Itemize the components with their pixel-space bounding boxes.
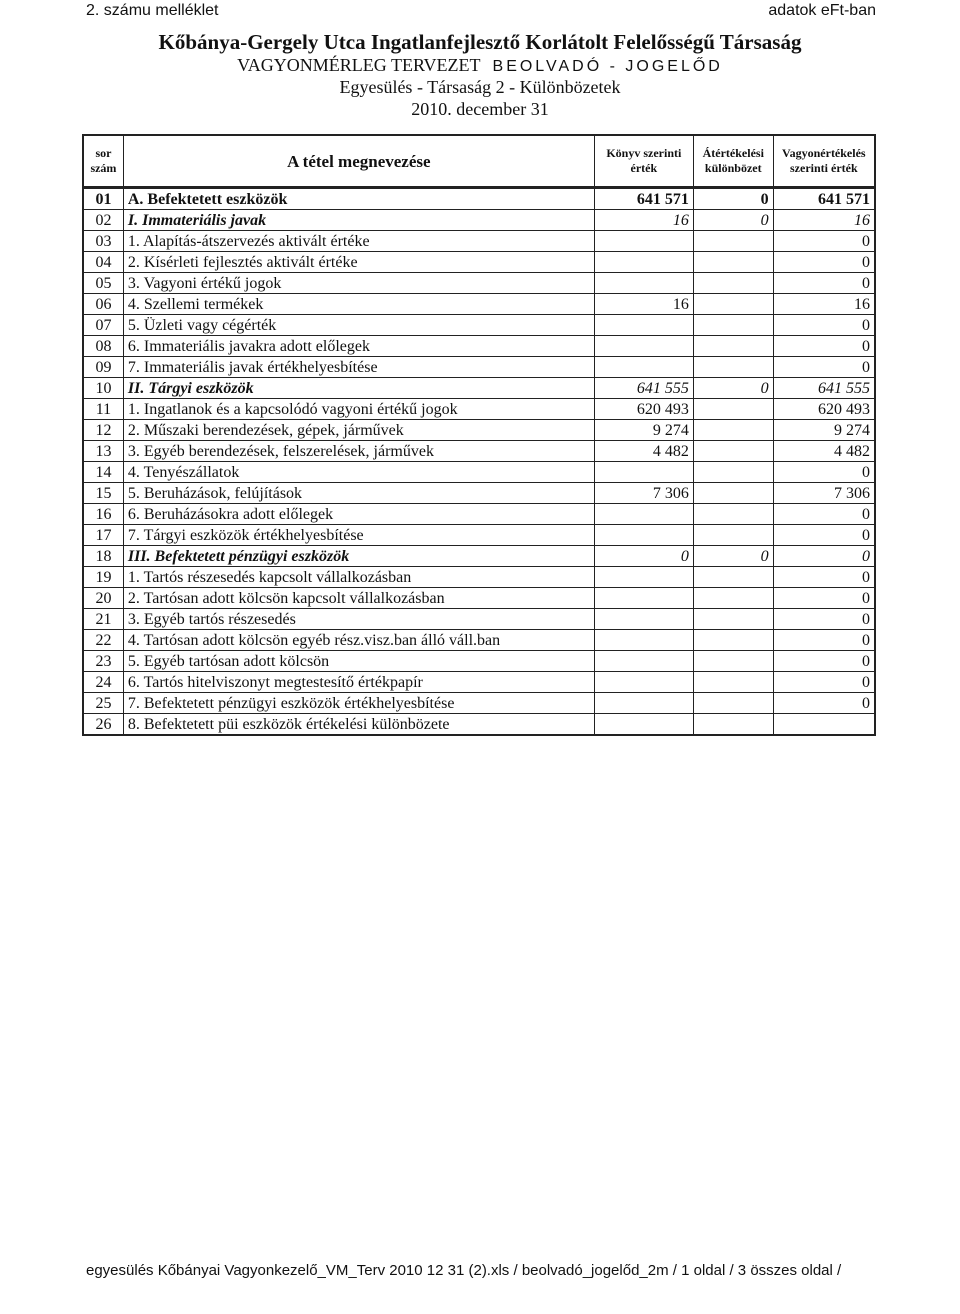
table-row xyxy=(83,630,875,651)
row-number: 01 xyxy=(83,188,123,210)
valuation-value: 0 xyxy=(773,273,875,294)
table-row xyxy=(83,273,875,294)
col-header-row-number: sor szám xyxy=(83,135,123,188)
table-row xyxy=(83,315,875,336)
item-label: 3. Egyéb tartós részesedés xyxy=(123,609,594,630)
valuation-value: 0 xyxy=(773,588,875,609)
document-title: VAGYONMÉRLEG TERVEZET xyxy=(237,55,481,75)
revaluation-value xyxy=(693,399,773,420)
row-number: 23 xyxy=(83,651,123,672)
valuation-value: 0 xyxy=(773,504,875,525)
book-value xyxy=(594,252,693,273)
item-label: 1. Alapítás-átszervezés aktivált értéke xyxy=(123,231,594,252)
item-label: 2. Műszaki berendezések, gépek, járművek xyxy=(123,420,594,441)
revaluation-value xyxy=(693,651,773,672)
book-value: 16 xyxy=(594,294,693,315)
table-row xyxy=(83,378,875,399)
item-label: 4. Tenyészállatok xyxy=(123,462,594,483)
book-value: 641 571 xyxy=(594,188,693,210)
revaluation-value: 0 xyxy=(693,210,773,231)
revaluation-value xyxy=(693,609,773,630)
book-value xyxy=(594,231,693,252)
merger-line: Egyesülés - Társaság 2 - Különbözetek xyxy=(339,77,621,97)
row-number: 22 xyxy=(83,630,123,651)
book-value xyxy=(594,609,693,630)
revaluation-value xyxy=(693,714,773,736)
revaluation-value xyxy=(693,357,773,378)
book-value: 7 306 xyxy=(594,483,693,504)
book-value xyxy=(594,651,693,672)
item-label: I. Immateriális javak xyxy=(123,210,594,231)
item-label: 2. Tartósan adott kölcsön kapcsolt vállalkozásban xyxy=(123,588,594,609)
item-label: 1. Tartós részesedés kapcsolt vállalkozásban xyxy=(123,567,594,588)
book-value xyxy=(594,273,693,294)
table-row xyxy=(83,567,875,588)
valuation-value: 0 xyxy=(773,252,875,273)
revaluation-value xyxy=(693,672,773,693)
col-header-valuation: Vagyonértékelés szerinti érték xyxy=(773,135,875,188)
book-value xyxy=(594,357,693,378)
report-date: 2010. december 31 xyxy=(411,99,549,119)
book-value: 9 274 xyxy=(594,420,693,441)
row-number: 03 xyxy=(83,231,123,252)
valuation-value: 0 xyxy=(773,567,875,588)
table-row xyxy=(83,462,875,483)
revaluation-value xyxy=(693,294,773,315)
item-label: 6. Beruházásokra adott előlegek xyxy=(123,504,594,525)
row-number: 18 xyxy=(83,546,123,567)
item-label: 5. Beruházások, felújítások xyxy=(123,483,594,504)
revaluation-value xyxy=(693,315,773,336)
book-value xyxy=(594,315,693,336)
row-number: 07 xyxy=(83,315,123,336)
row-number: 06 xyxy=(83,294,123,315)
book-value: 620 493 xyxy=(594,399,693,420)
valuation-value xyxy=(773,714,875,736)
row-number: 13 xyxy=(83,441,123,462)
row-number: 20 xyxy=(83,588,123,609)
row-number: 14 xyxy=(83,462,123,483)
valuation-value: 0 xyxy=(773,525,875,546)
book-value xyxy=(594,336,693,357)
table-row xyxy=(83,504,875,525)
table-row xyxy=(83,714,875,736)
book-value: 0 xyxy=(594,546,693,567)
book-value xyxy=(594,714,693,736)
valuation-value: 0 xyxy=(773,630,875,651)
table-row xyxy=(83,609,875,630)
valuation-value: 0 xyxy=(773,693,875,714)
revaluation-value xyxy=(693,630,773,651)
row-number: 15 xyxy=(83,483,123,504)
document-subtitle: BEOLVADÓ - JOGELŐD xyxy=(492,58,723,75)
book-value: 4 482 xyxy=(594,441,693,462)
item-label: 7. Immateriális javak értékhelyesbítése xyxy=(123,357,594,378)
book-value xyxy=(594,462,693,483)
col-header-item-name: A tétel megnevezése xyxy=(123,135,594,188)
item-label: 6. Immateriális javakra adott előlegek xyxy=(123,336,594,357)
row-number: 11 xyxy=(83,399,123,420)
row-number: 05 xyxy=(83,273,123,294)
row-number: 10 xyxy=(83,378,123,399)
revaluation-value xyxy=(693,462,773,483)
col-header-book-value: Könyv szerinti érték xyxy=(594,135,693,188)
table-row xyxy=(83,336,875,357)
row-number: 08 xyxy=(83,336,123,357)
item-label: A. Befektetett eszközök xyxy=(123,188,594,210)
item-label: III. Befektetett pénzügyi eszközök xyxy=(123,546,594,567)
revaluation-value xyxy=(693,420,773,441)
table-row xyxy=(83,357,875,378)
row-number: 17 xyxy=(83,525,123,546)
table-header-row xyxy=(83,135,875,188)
valuation-value: 620 493 xyxy=(773,399,875,420)
table-row xyxy=(83,483,875,504)
item-label: 7. Befektetett pénzügyi eszközök értékhelyesbítése xyxy=(123,693,594,714)
table-row xyxy=(83,188,875,210)
revaluation-value xyxy=(693,252,773,273)
row-number: 21 xyxy=(83,609,123,630)
item-label: 8. Befektetett püi eszközök értékelési különbözete xyxy=(123,714,594,736)
valuation-value: 4 482 xyxy=(773,441,875,462)
valuation-value: 16 xyxy=(773,210,875,231)
row-number: 04 xyxy=(83,252,123,273)
revaluation-value xyxy=(693,273,773,294)
valuation-value: 16 xyxy=(773,294,875,315)
book-value xyxy=(594,567,693,588)
revaluation-value: 0 xyxy=(693,188,773,210)
document-title-line xyxy=(0,55,960,76)
revaluation-value: 0 xyxy=(693,546,773,567)
valuation-value: 0 xyxy=(773,357,875,378)
row-number: 09 xyxy=(83,357,123,378)
book-value xyxy=(594,672,693,693)
units-label: adatok eFt-ban xyxy=(768,2,876,19)
item-label: 6. Tartós hitelviszonyt megtestesítő értékpapír xyxy=(123,672,594,693)
table-row xyxy=(83,252,875,273)
revaluation-value xyxy=(693,231,773,252)
valuation-value: 0 xyxy=(773,546,875,567)
row-number: 24 xyxy=(83,672,123,693)
book-value xyxy=(594,630,693,651)
revaluation-value xyxy=(693,567,773,588)
item-label: 5. Egyéb tartósan adott kölcsön xyxy=(123,651,594,672)
table-row xyxy=(83,588,875,609)
table-row xyxy=(83,210,875,231)
book-value xyxy=(594,693,693,714)
row-number: 12 xyxy=(83,420,123,441)
revaluation-value xyxy=(693,441,773,462)
table-row xyxy=(83,420,875,441)
valuation-value: 0 xyxy=(773,672,875,693)
col-header-revaluation: Átértékelési különbözet xyxy=(693,135,773,188)
valuation-value: 0 xyxy=(773,315,875,336)
table-row xyxy=(83,651,875,672)
item-label: 1. Ingatlanok és a kapcsolódó vagyoni értékű jogok xyxy=(123,399,594,420)
table-row xyxy=(83,672,875,693)
table-row xyxy=(83,441,875,462)
table-row xyxy=(83,399,875,420)
item-label: 4. Tartósan adott kölcsön egyéb rész.visz.ban álló váll.ban xyxy=(123,630,594,651)
item-label: 5. Üzleti vagy cégérték xyxy=(123,315,594,336)
row-number: 16 xyxy=(83,504,123,525)
table-row xyxy=(83,546,875,567)
valuation-value: 641 555 xyxy=(773,378,875,399)
item-label: II. Tárgyi eszközök xyxy=(123,378,594,399)
row-number: 25 xyxy=(83,693,123,714)
book-value xyxy=(594,525,693,546)
valuation-value: 0 xyxy=(773,231,875,252)
attachment-label: 2. számu melléklet xyxy=(86,2,219,19)
valuation-value: 0 xyxy=(773,336,875,357)
item-label: 3. Vagyoni értékű jogok xyxy=(123,273,594,294)
book-value xyxy=(594,504,693,525)
book-value: 16 xyxy=(594,210,693,231)
valuation-value: 0 xyxy=(773,462,875,483)
table-row xyxy=(83,693,875,714)
company-name: Kőbánya-Gergely Utca Ingatlanfejlesztő Korlátolt Felelősségű Társaság xyxy=(158,30,802,54)
revaluation-value xyxy=(693,588,773,609)
valuation-value: 0 xyxy=(773,651,875,672)
book-value xyxy=(594,588,693,609)
row-number: 26 xyxy=(83,714,123,736)
revaluation-value xyxy=(693,504,773,525)
item-label: 7. Tárgyi eszközök értékhelyesbítése xyxy=(123,525,594,546)
balance-sheet-table xyxy=(82,134,876,736)
revaluation-value xyxy=(693,336,773,357)
revaluation-value xyxy=(693,483,773,504)
valuation-value: 0 xyxy=(773,609,875,630)
valuation-value: 641 571 xyxy=(773,188,875,210)
revaluation-value xyxy=(693,693,773,714)
valuation-value: 9 274 xyxy=(773,420,875,441)
revaluation-value: 0 xyxy=(693,378,773,399)
file-footer: egyesülés Kőbányai Vagyonkezelő_VM_Terv 2010 12 31 (2).xls / beolvadó_jogelőd_2m / 1 oldal / 3 összes oldal / xyxy=(86,1262,842,1279)
row-number: 19 xyxy=(83,567,123,588)
valuation-value: 7 306 xyxy=(773,483,875,504)
item-label: 4. Szellemi termékek xyxy=(123,294,594,315)
table-row xyxy=(83,294,875,315)
row-number: 02 xyxy=(83,210,123,231)
table-row xyxy=(83,231,875,252)
book-value: 641 555 xyxy=(594,378,693,399)
table-row xyxy=(83,525,875,546)
revaluation-value xyxy=(693,525,773,546)
item-label: 3. Egyéb berendezések, felszerelések, járművek xyxy=(123,441,594,462)
item-label: 2. Kísérleti fejlesztés aktivált értéke xyxy=(123,252,594,273)
